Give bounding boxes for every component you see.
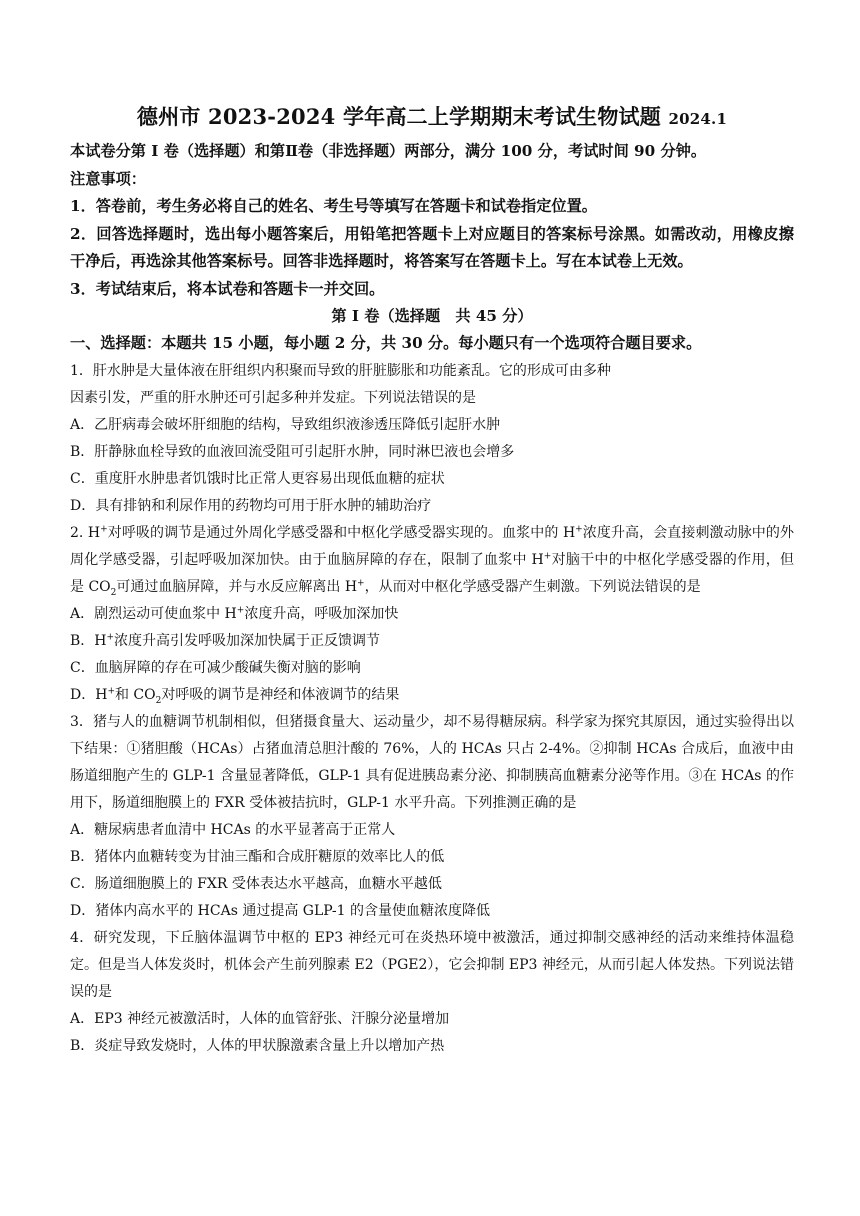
notes-heading: 注意事项：	[70, 169, 146, 188]
q2-d-text: 和 CO	[114, 686, 156, 703]
part1-heading: 第 I 卷（选择题 共 45 分）	[331, 307, 533, 325]
superscript-plus: +	[107, 685, 115, 696]
note-3: 3．考试结束后，将本试卷和答题卡一并交回。	[70, 279, 385, 298]
question-4	[70, 925, 794, 1060]
exam-date: 2024.1	[668, 110, 728, 128]
q2-text: 对脑干中的中枢化学感受器的作用，但是 CO	[70, 551, 794, 595]
question-4-stem: 4．研究发现，下丘脑体温调节中枢的 EP3 神经元可在炎热环境中被激活，通过抑制交感神经的活动来维持体温稳定。但是当人体发炎时，机体会产生前列腺素 E2（PGE2），它会抑制 EP3 神经元，从而引起人体发热。下列说法错误的是	[70, 929, 794, 1000]
q2-d-text: 对呼吸的调节是神经和体液调节的结果	[161, 686, 400, 703]
question-1-stem-line1: 1．肝水肿是大量体液在肝组织内积聚而导致的肝脏膨胀和功能紊乱。它的形成可由多种	[70, 362, 611, 379]
superscript-plus: +	[575, 523, 583, 534]
question-2-option-a	[70, 601, 794, 628]
superscript-plus: +	[357, 577, 365, 588]
exam-title	[70, 102, 794, 134]
q2-a-text: A．剧烈运动可使血浆中 H	[70, 605, 237, 622]
q2-text: 对呼吸的调节是通过外周化学感受器和中枢化学感受器实现的。血浆中的 H	[107, 524, 576, 541]
section1-heading: 一、选择题：本题共 15 小题，每小题 2 分，共 30 分。每小题只有一个选项符合题目要求。	[70, 334, 702, 352]
q2-text: 浓度升高，会直接刺激动脉中的外周化学感受器，引起呼吸加深加快。由于血脑屏障的存在，限制了血浆中 H	[70, 524, 794, 568]
q2-text: ，从而对中枢化学感受器产生刺激。下列说法错误的是	[364, 578, 701, 595]
superscript-plus: +	[100, 523, 108, 534]
question-1-option-d: D．具有排钠和利尿作用的药物均可用于肝水肿的辅助治疗	[70, 497, 432, 514]
question-2	[70, 520, 794, 709]
question-1-option-b: B．肝静脉血栓导致的血液回流受阻可引起肝水肿，同时淋巴液也会增多	[70, 443, 515, 460]
question-1-option-a: A．乙肝病毒会破坏肝细胞的结构，导致组织液渗透压降低引起肝水肿	[70, 416, 501, 433]
q2-text: 2. H	[70, 524, 101, 541]
question-4-option-b: B．炎症导致发烧时，人体的甲状腺激素含量上升以增加产热	[70, 1037, 445, 1054]
superscript-plus: +	[106, 631, 115, 642]
question-2-option-d	[70, 682, 794, 709]
question-3-option-a: A．糖尿病患者血清中 HCAs 的水平显著高于正常人	[70, 821, 396, 838]
q2-b-text: B．H	[70, 632, 107, 649]
note-1: 1．答卷前，考生务必将自己的姓名、考生号等填写在答题卡和试卷指定位置。	[70, 197, 597, 215]
question-2-option-b	[70, 628, 794, 655]
exam-page	[70, 102, 794, 1060]
question-2-option-c: C．血脑屏障的存在可减少酸碱失衡对脑的影响	[70, 659, 361, 676]
exam-intro: 本试卷分第 I 卷（选择题）和第Ⅱ卷（非选择题）两部分，满分 100 分，考试时间 90 分钟。	[70, 142, 707, 160]
q2-text: 可通过血脑屏障，并与水反应解离出 H	[116, 578, 358, 595]
question-3-option-c: C．肠道细胞膜上的 FXR 受体表达水平越高，血糖水平越低	[70, 875, 442, 892]
exam-title-main: 德州市 2023-2024 学年高二上学期期末考试生物试题	[136, 104, 661, 129]
subscript-two: 2	[155, 695, 162, 706]
subscript-two: 2	[110, 587, 117, 598]
superscript-plus: +	[543, 550, 552, 561]
question-2-stem	[70, 520, 794, 601]
question-4-option-a: A．EP3 神经元被激活时，人体的血管舒张、汗腺分泌量增加	[70, 1010, 450, 1027]
question-3-option-b: B．猪体内血糖转变为甘油三酯和合成肝糖原的效率比人的低	[70, 848, 445, 865]
note-2: 2．回答选择题时，选出每小题答案后，用铅笔把答题卡上对应题目的答案标号涂黑。如需改动，用橡皮擦干净后，再选涂其他答案标号。回答非选择题时，将答案写在答题卡上。写在本试卷上无效。	[70, 224, 794, 270]
q2-b-text: 浓度升高引发呼吸加深加快属于正反馈调节	[114, 632, 381, 649]
question-3	[70, 709, 794, 925]
q2-a-text: 浓度升高，呼吸加深加快	[244, 605, 399, 622]
superscript-plus: +	[236, 604, 245, 615]
question-3-option-d: D．猪体内高水平的 HCAs 通过提高 GLP-1 的含量使血糖浓度降低	[70, 902, 491, 919]
question-1-stem-line2: 因素引发，严重的肝水肿还可引起多种并发症。下列说法错误的是	[70, 389, 476, 406]
question-1	[70, 358, 794, 520]
q2-d-text: D．H	[70, 686, 108, 703]
question-3-stem: 3．猪与人的血糖调节机制相似，但猪摄食量大、运动量少，却不易得糖尿病。科学家为探究其原因，通过实验得出以下结果：①猪胆酸（HCAs）占猪血清总胆汁酸的 76%，人的 HCAs 只占 2-4%。②抑制 HCAs 合成后，血液中由肠道细胞产生的 GLP-1 含量显著降低，GLP-1 具有促进胰岛素分泌、抑制胰高血糖素分泌等作用。③在 HCAs 的作用下，肠道细胞膜上的 FXR 受体被拮抗时，GLP-1 水平升高。下列推测正确的是	[70, 713, 794, 811]
question-1-option-c: C．重度肝水肿患者饥饿时比正常人更容易出现低血糖的症状	[70, 470, 445, 487]
